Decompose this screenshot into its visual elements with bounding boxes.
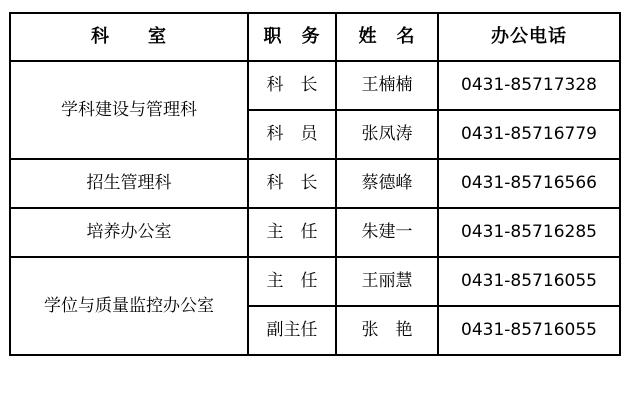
phone-cell: 0431-85716566 xyxy=(438,159,620,208)
department-cell: 学位与质量监控办公室 xyxy=(10,257,248,355)
table-header-row xyxy=(10,13,620,61)
name-cell: 张凤涛 xyxy=(336,110,438,159)
column-header-name: 姓 名 xyxy=(336,13,438,61)
table-row xyxy=(10,159,620,208)
department-cell: 学科建设与管理科 xyxy=(10,61,248,159)
phone-cell: 0431-85717328 xyxy=(438,61,620,110)
contact-directory-table xyxy=(9,12,621,356)
phone-cell: 0431-85716055 xyxy=(438,306,620,355)
department-cell: 招生管理科 xyxy=(10,159,248,208)
name-cell: 王丽慧 xyxy=(336,257,438,306)
column-header-phone: 办公电话 xyxy=(438,13,620,61)
table-row xyxy=(10,208,620,257)
phone-cell: 0431-85716055 xyxy=(438,257,620,306)
title-cell: 主 任 xyxy=(248,208,336,257)
title-cell: 副主任 xyxy=(248,306,336,355)
phone-cell: 0431-85716285 xyxy=(438,208,620,257)
title-cell: 科 长 xyxy=(248,61,336,110)
title-cell: 主 任 xyxy=(248,257,336,306)
table-row xyxy=(10,61,620,110)
table-body xyxy=(10,13,620,355)
column-header-department: 科 室 xyxy=(10,13,248,61)
name-cell: 蔡德峰 xyxy=(336,159,438,208)
column-header-title: 职 务 xyxy=(248,13,336,61)
name-cell: 朱建一 xyxy=(336,208,438,257)
department-cell: 培养办公室 xyxy=(10,208,248,257)
table-row xyxy=(10,257,620,306)
name-cell: 王楠楠 xyxy=(336,61,438,110)
name-cell: 张 艳 xyxy=(336,306,438,355)
phone-cell: 0431-85716779 xyxy=(438,110,620,159)
title-cell: 科 长 xyxy=(248,159,336,208)
title-cell: 科 员 xyxy=(248,110,336,159)
